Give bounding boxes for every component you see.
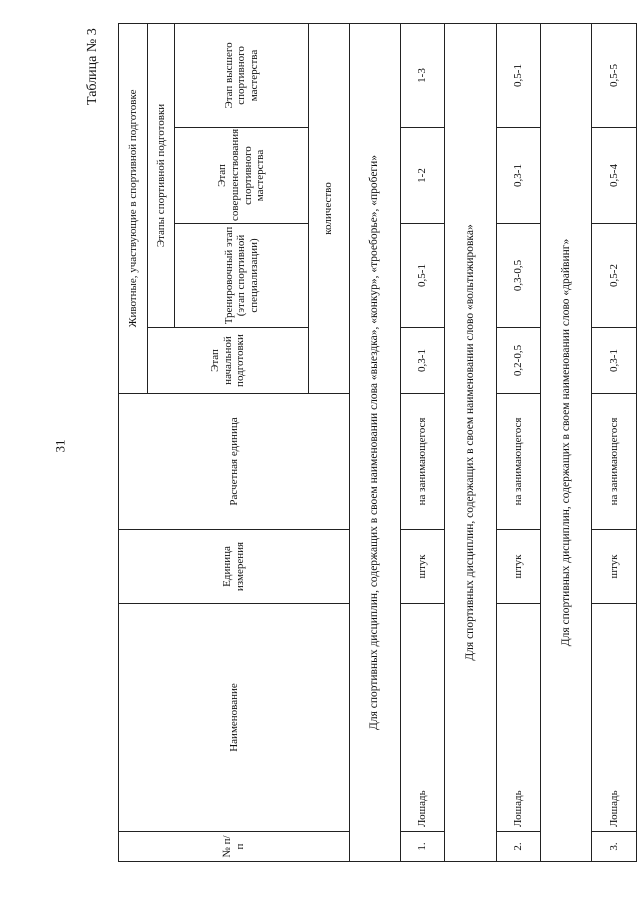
row-training: 0,3-0,5 [496, 224, 540, 328]
row-training: 0,5-1 [401, 224, 445, 328]
rotated-table-container [118, 24, 637, 862]
table-row [401, 23, 445, 861]
header-quantity: количество [308, 23, 349, 393]
header-unit: Единица измерения [119, 530, 350, 604]
header-stage-training: Тренировочный этап (этап спортивной специализации) [175, 224, 308, 328]
row-name: Лошадь [401, 604, 445, 832]
header-num: № п/п [119, 832, 350, 862]
row-num: 1. [401, 832, 445, 862]
section-title: Для спортивных дисциплин, содержащих в своем наименовании слово «драйвинг» [541, 23, 592, 861]
row-num: 2. [496, 832, 540, 862]
row-unit: штук [496, 530, 540, 604]
header-stage-initial: Этап начальной подготовки [148, 328, 309, 394]
row-calc: на занимающегося [401, 394, 445, 530]
row-improvement: 0,3-1 [496, 128, 540, 224]
page-number: 31 [52, 439, 68, 453]
row-training: 0,5-2 [592, 224, 637, 328]
row-calc: на занимающегося [496, 394, 540, 530]
row-initial: 0,2-0,5 [496, 328, 540, 394]
table-row [592, 23, 637, 861]
row-improvement: 1-2 [401, 128, 445, 224]
header-stages-group: Этапы спортивной подготовки [148, 23, 175, 327]
section-title: Для спортивных дисциплин, содержащих в своем наименовании слово «вольтижировка» [445, 23, 496, 861]
header-name: Наименование [119, 604, 350, 832]
row-highest: 0,5-5 [592, 23, 637, 127]
row-num: 3. [592, 832, 637, 862]
section-title: Для спортивных дисциплин, содержащих в своем наименовании слова «выездка», «конкур», «троеборье», «пробеги» [349, 23, 400, 861]
row-calc: на занимающегося [592, 394, 637, 530]
table-row [496, 23, 540, 861]
row-improvement: 0,5-4 [592, 128, 637, 224]
row-name: Лошадь [496, 604, 540, 832]
header-calc-unit: Расчетная единица [119, 394, 350, 530]
row-unit: штук [401, 530, 445, 604]
header-stage-improvement: Этап совершенствования спортивного мастерства [175, 128, 308, 224]
row-unit: штук [592, 530, 637, 604]
row-initial: 0,3-1 [401, 328, 445, 394]
header-group: Животные, участвующие в спортивной подготовке [119, 23, 148, 393]
equipment-table [118, 23, 637, 862]
header-stage-highest: Этап высшего спортивного мастерства [175, 23, 308, 127]
row-initial: 0,3-1 [592, 328, 637, 394]
row-highest: 0,5-1 [496, 23, 540, 127]
table-label: Таблица № 3 [85, 28, 100, 105]
row-name: Лошадь [592, 604, 637, 832]
row-highest: 1-3 [401, 23, 445, 127]
